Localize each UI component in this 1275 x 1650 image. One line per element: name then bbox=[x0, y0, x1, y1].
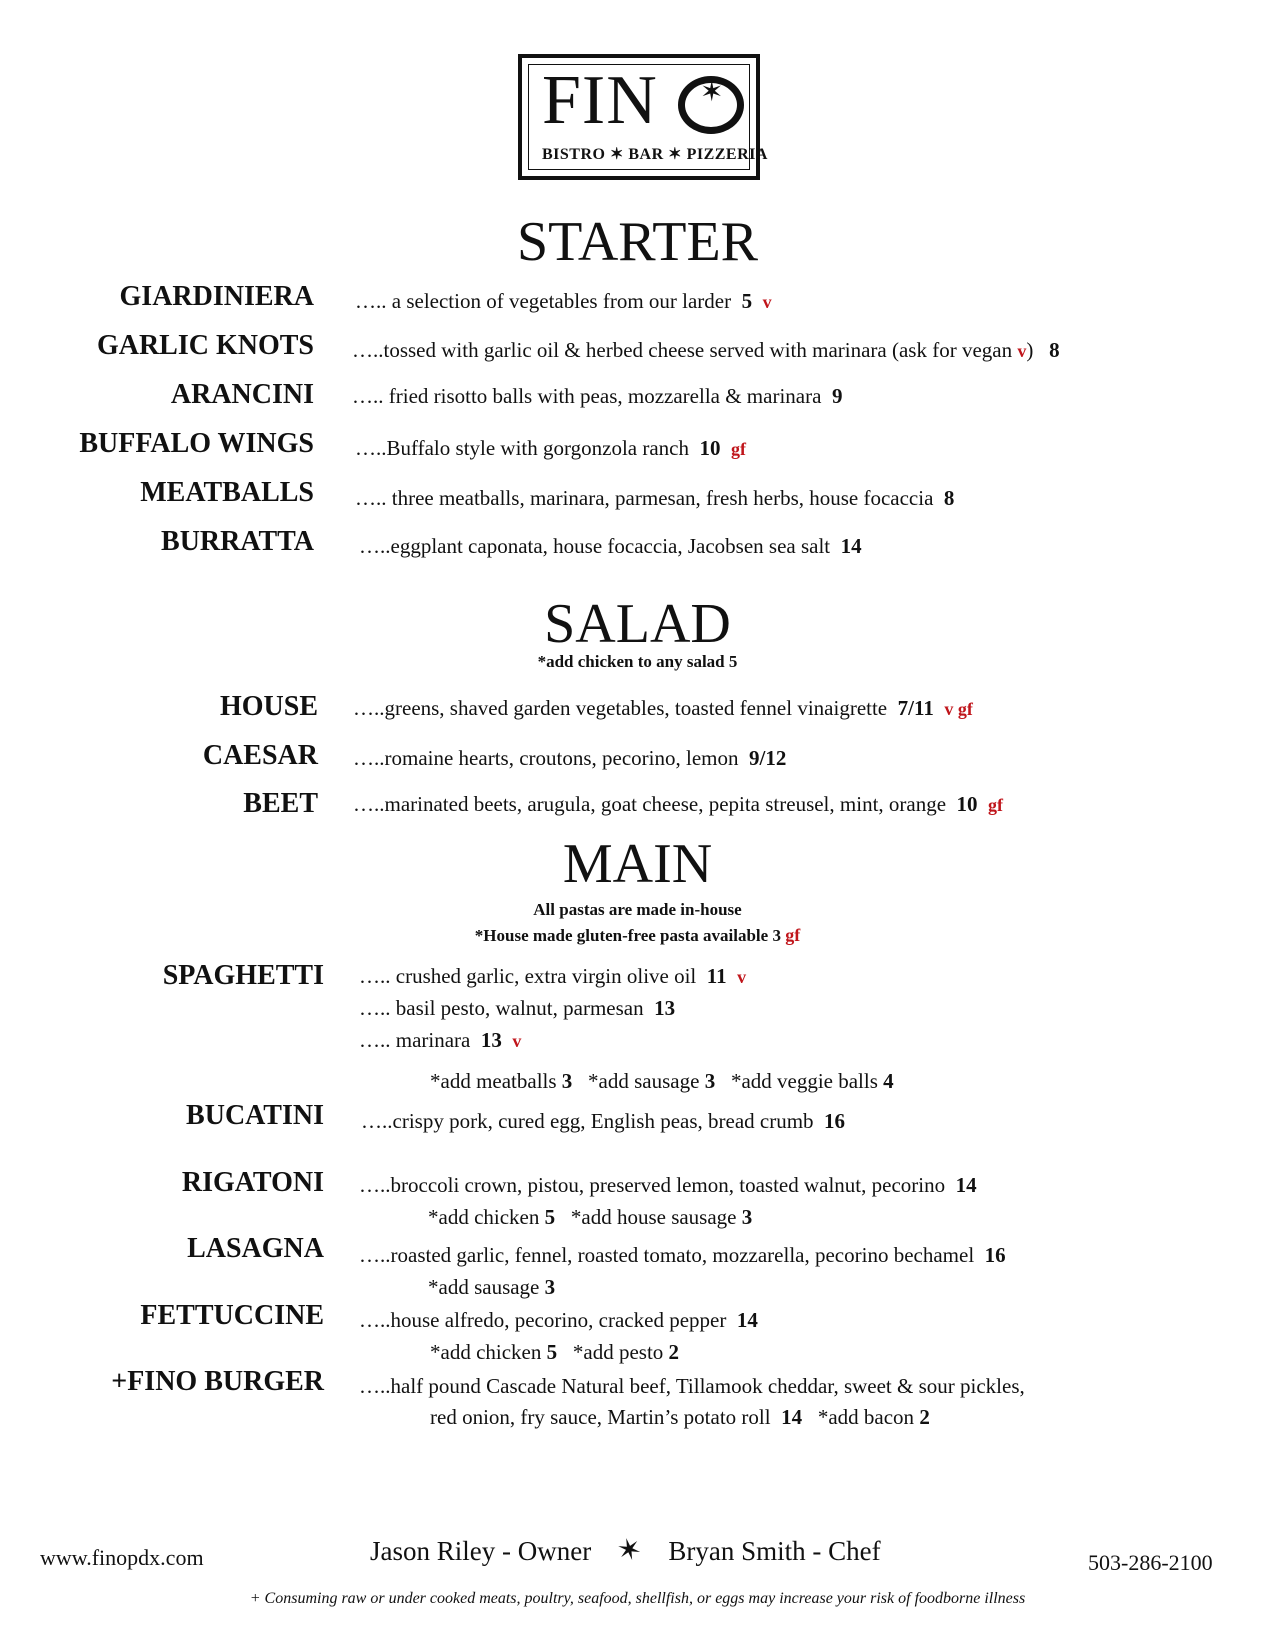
item-description: …..crispy pork, cured egg, English peas, bread crumb 16 bbox=[361, 1109, 846, 1133]
starter-title: STARTER bbox=[516, 211, 759, 273]
star-icon: ✶ bbox=[613, 1531, 647, 1570]
item-name: GIARDINIERA bbox=[119, 281, 314, 312]
item-description: …..greens, shaved garden vegetables, toasted fennel vinaigrette 7/11 v gf bbox=[353, 696, 973, 720]
item-description: ….. three meatballs, marinara, parmesan, fresh herbs, house focaccia 8 bbox=[355, 486, 955, 510]
logo-wordmark: FIN bbox=[542, 62, 658, 139]
item-name: GARLIC KNOTS bbox=[96, 330, 314, 361]
item-description: …..eggplant caponata, house focaccia, Jacobsen sea salt 14 bbox=[359, 534, 862, 558]
item-description: …..marinated beets, arugula, goat cheese, pepita streusel, mint, orange 10 gf bbox=[353, 792, 1004, 816]
addons: *add meatballs 3 *add sausage 3 *add veggie balls 4 bbox=[430, 1069, 894, 1093]
item-name: BURRATTA bbox=[161, 526, 314, 557]
item-description: …..Buffalo style with gorgonzola ranch 10 gf bbox=[355, 436, 746, 460]
item-description: ….. fried risotto balls with peas, mozzarella & marinara 9 bbox=[352, 384, 843, 408]
item-description: …..romaine hearts, croutons, pecorino, lemon 9/12 bbox=[353, 746, 787, 770]
salad-title: SALAD bbox=[544, 593, 731, 655]
item-name: FETTUCCINE bbox=[140, 1300, 324, 1331]
item-description: …..half pound Cascade Natural beef, Tillamook cheddar, sweet & sour pickles, bbox=[359, 1374, 1025, 1398]
star-icon: ✶ bbox=[700, 75, 724, 108]
item-name: +FINO BURGER bbox=[111, 1366, 324, 1397]
phone-number: 503-286-2100 bbox=[1088, 1550, 1213, 1575]
item-description: …..tossed with garlic oil & herbed cheese served with marinara (ask for vegan v) 8 bbox=[352, 338, 1060, 362]
disclaimer: + Consuming raw or under cooked meats, poultry, seafood, shellfish, or eggs may increase your risk of foodborne illness bbox=[249, 1590, 1026, 1607]
logo-subtitle: BISTRO ✶ BAR ✶ PIZZERIA bbox=[542, 146, 768, 163]
salad-note: *add chicken to any salad 5 bbox=[537, 652, 738, 671]
item-name: HOUSE bbox=[219, 691, 318, 722]
item-description: ….. marinara 13 v bbox=[359, 1028, 522, 1052]
item-name: BUFFALO WINGS bbox=[79, 428, 314, 459]
item-description: red onion, fry sauce, Martin’s potato roll 14 *add bacon 2 bbox=[430, 1405, 930, 1429]
item-name: MEATBALLS bbox=[140, 477, 314, 508]
main-title: MAIN bbox=[562, 833, 713, 895]
item-name: BEET bbox=[243, 788, 318, 819]
item-name: SPAGHETTI bbox=[162, 960, 324, 991]
item-name: ARANCINI bbox=[170, 379, 314, 410]
item-description: ….. crushed garlic, extra virgin olive oil 11 v bbox=[359, 964, 747, 988]
item-description: ….. a selection of vegetables from our larder 5 v bbox=[355, 289, 772, 313]
main-note: All pastas are made in-house bbox=[533, 900, 742, 919]
staff-credits: Jason Riley - Owner ✶ Bryan Smith - Chef bbox=[370, 1531, 881, 1570]
item-name: LASAGNA bbox=[187, 1233, 324, 1264]
addons: *add chicken 5 *add house sausage 3 bbox=[428, 1205, 753, 1229]
logo bbox=[518, 54, 768, 180]
item-description: …..broccoli crown, pistou, preserved lemon, toasted walnut, pecorino 14 bbox=[359, 1173, 977, 1197]
main-note: *House made gluten-free pasta available 3 gf bbox=[474, 925, 801, 945]
item-name: CAESAR bbox=[202, 740, 318, 771]
item-description: …..roasted garlic, fennel, roasted tomato, mozzarella, pecorino bechamel 16 bbox=[359, 1243, 1006, 1267]
item-description: ….. basil pesto, walnut, parmesan 13 bbox=[359, 996, 676, 1020]
website-link[interactable]: www.finopdx.com bbox=[40, 1545, 204, 1570]
item-name: BUCATINI bbox=[186, 1100, 324, 1131]
item-name: RIGATONI bbox=[181, 1167, 324, 1198]
item-description: …..house alfredo, pecorino, cracked pepper 14 bbox=[359, 1308, 758, 1332]
addons: *add chicken 5 *add pesto 2 bbox=[430, 1340, 680, 1364]
addons: *add sausage 3 bbox=[428, 1275, 556, 1299]
